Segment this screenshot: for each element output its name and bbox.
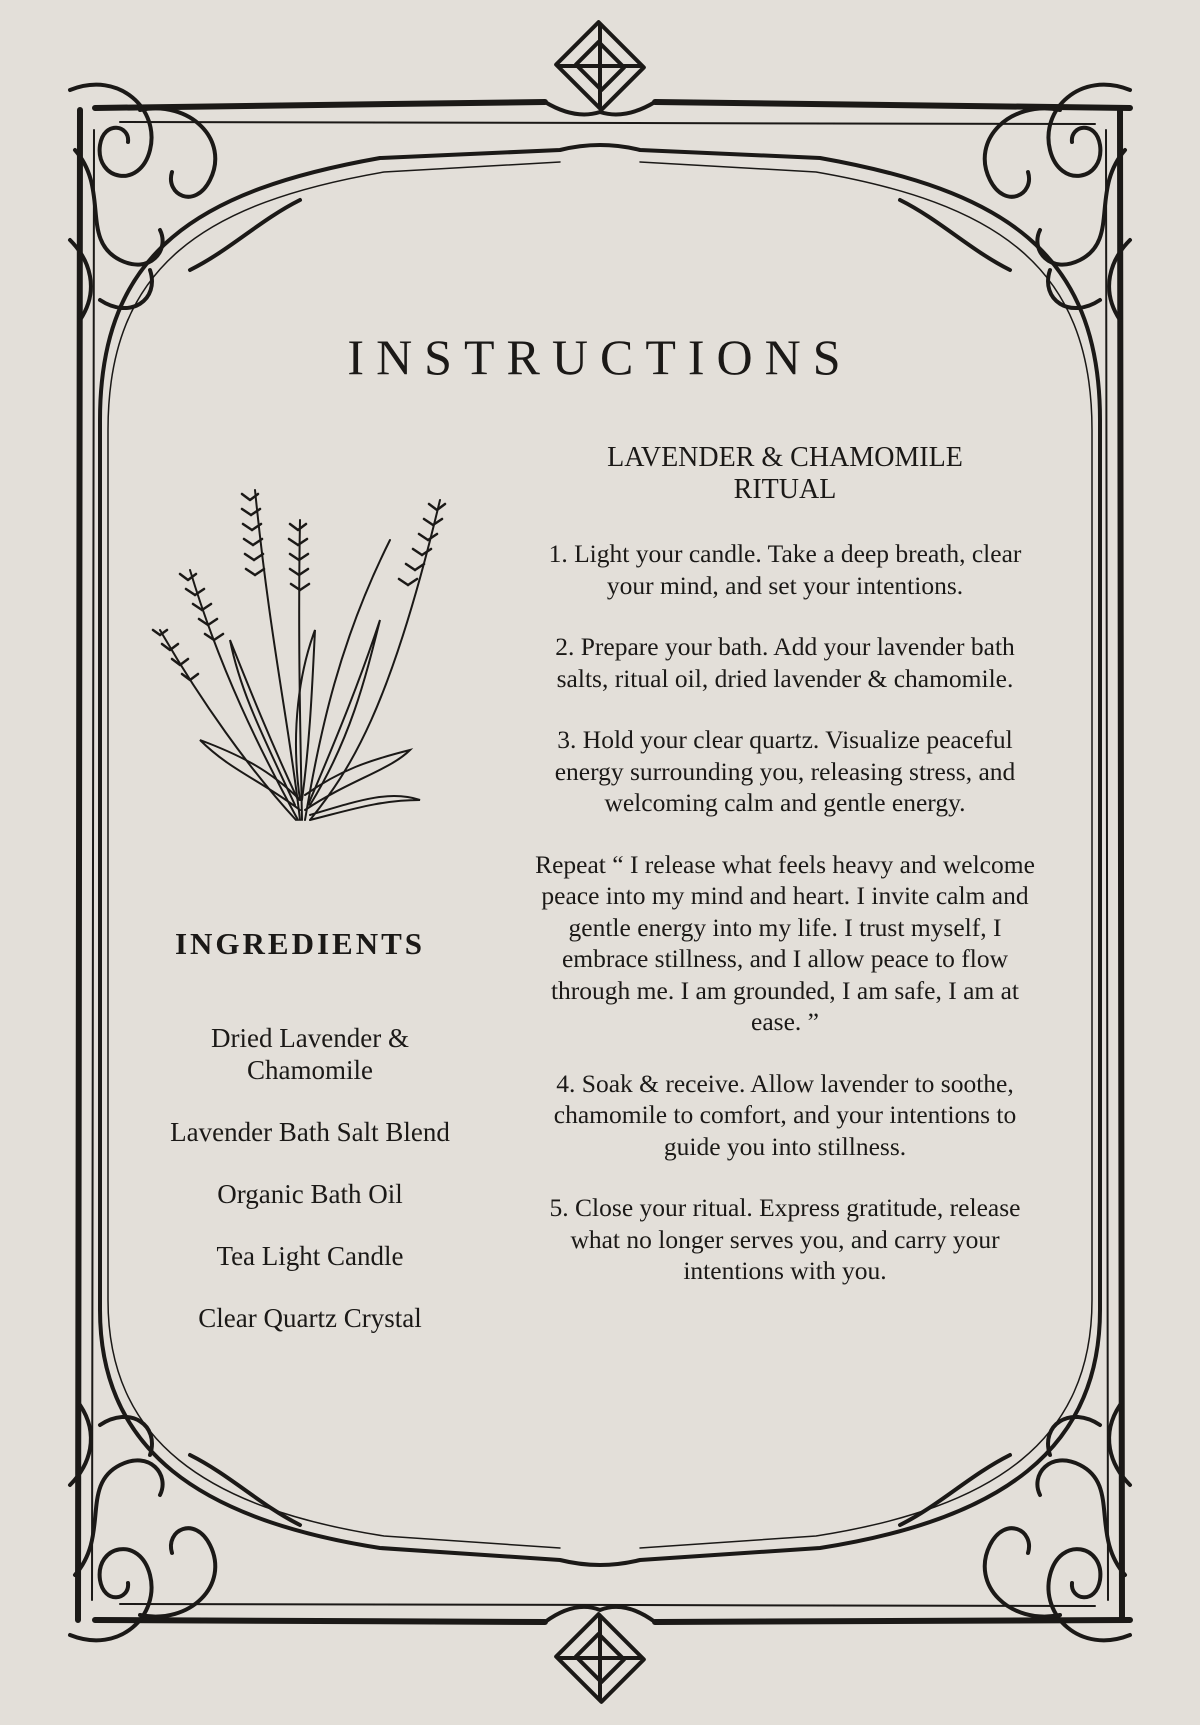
ritual-affirmation: Repeat “ I release what feels heavy and welcome peace into my mind and heart. I invite calm and gentle energy into my life. I trust myself, I embrace stillness, and I allow peace to flow through me. I am grounded, I am safe, I am at ease. ” (535, 849, 1035, 1036)
list-item: Clear Quartz Crystal (198, 1303, 422, 1333)
ingredients-heading: INGREDIENTS (174, 926, 426, 961)
page-title: INSTRUCTIONS (347, 329, 853, 385)
ritual-step: 4. Soak & receive. Allow lavender to soothe, chamomile to comfort, and your intentions to guide you into stillness. (553, 1068, 1017, 1161)
list-item: Organic Bath Oil (217, 1179, 403, 1209)
ritual-step: 3. Hold your clear quartz. Visualize peaceful energy surrounding you, releasing stress, and welcoming calm and gentle energy. (554, 725, 1016, 817)
ritual-step: 1. Light your candle. Take a deep breath, clear your mind, and set your intentions. (548, 539, 1022, 600)
ritual-step: 2. Prepare your bath. Add your lavender bath salts, ritual oil, dried lavender & chamomile. (555, 632, 1015, 693)
lavender-sprig-illustration (150, 470, 480, 830)
list-item: Dried Lavender & Chamomile (211, 1023, 409, 1085)
ingredients-list (150, 1022, 470, 1364)
ritual-title: LAVENDER & CHAMOMILE RITUAL (607, 442, 963, 505)
list-item: Lavender Bath Salt Blend (170, 1117, 450, 1147)
ritual-step: 5. Close your ritual. Express gratitude, release what no longer serves you, and carry your intentions with you. (549, 1193, 1021, 1285)
list-item: Tea Light Candle (216, 1241, 404, 1271)
ritual-section (530, 442, 1040, 1317)
